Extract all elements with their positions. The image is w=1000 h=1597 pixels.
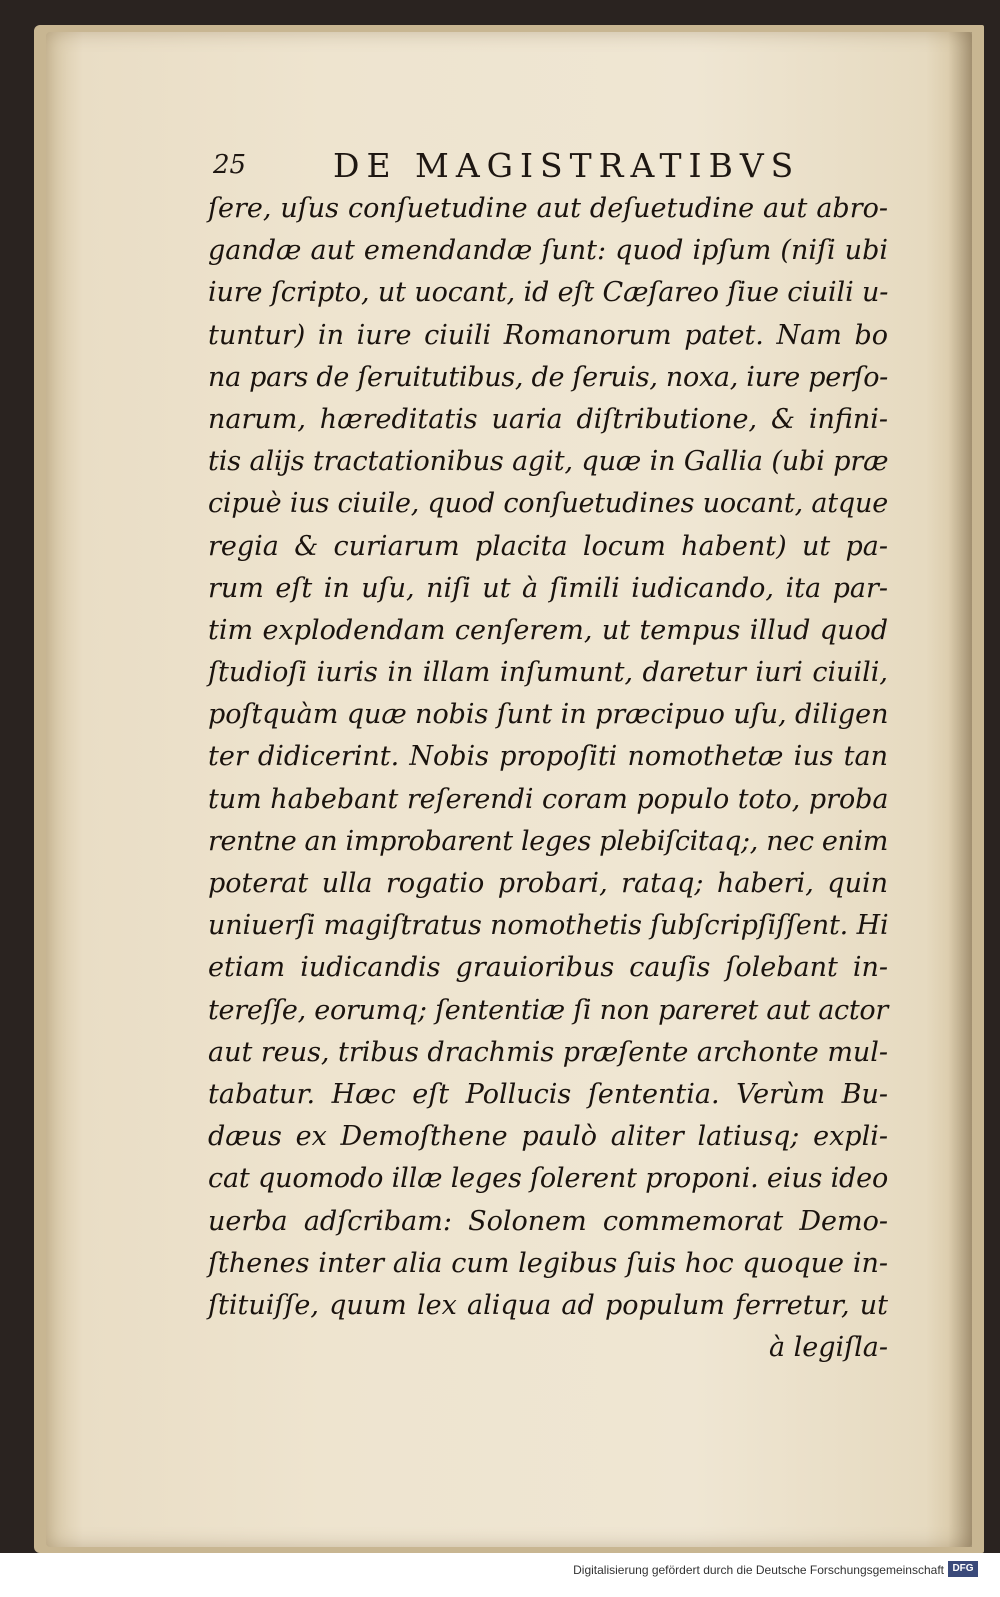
text-line: aut reus, tribus drachmis præſente archonte mul- xyxy=(208,1036,888,1068)
text-line: uniuerſi magiſtratus nomothetis ſubſcripſiſſent. Hi xyxy=(208,910,889,942)
text-line: cipuè ius ciuile, quod conſuetudines uocant, atque xyxy=(208,488,888,520)
text-line: tuntur) in iure ciuili Romanorum patet. Nam bo xyxy=(208,319,888,351)
text-line: dæus ex Demoſthene paulò aliter latiusq; expli- xyxy=(208,1121,888,1153)
text-line: etiam iudicandis grauioribus cauſis ſolebant in- xyxy=(208,952,888,984)
catchword: à legiſla- xyxy=(768,1332,888,1364)
text-line: ſtudioſi iuris in illam inſumunt, daretur iuri ciuili, xyxy=(208,657,888,689)
dfg-logo: DFG xyxy=(948,1561,978,1577)
text-line: gandæ aut emendandæ ſunt: quod ipſum (niſi ubi xyxy=(208,235,888,267)
digitization-footer xyxy=(0,1553,1000,1597)
text-line: narum, hæreditatis uaria diſtributione, & infini- xyxy=(208,403,888,435)
text-line: regia & curiarum placita locum habent) ut pa- xyxy=(208,530,888,562)
text-line: na pars de ſeruitutibus, de ſeruis, noxa, iure perſo- xyxy=(208,361,888,393)
funding-credit: Digitalisierung gefördert durch die Deutsche Forschungsgemeinschaft xyxy=(573,1563,944,1577)
text-line: ter didicerint. Nobis propoſiti nomothetæ ius tan xyxy=(208,741,888,773)
text-line: cat quomodo illæ leges ſolerent proponi. eius ideo xyxy=(208,1163,889,1195)
text-line: tis alijs tractationibus agit, quæ in Gallia (ubi præ xyxy=(208,446,889,478)
page-header xyxy=(213,146,833,190)
page-number: 25 xyxy=(213,150,247,180)
text-line: tereſſe, eorumq; ſententiæ ſi non pareret aut actor xyxy=(208,994,888,1026)
text-line: uerba adſcribam: Solonem commemorat Demo- xyxy=(208,1205,888,1237)
text-line: ſtituiſſe, quum lex aliqua ad populum ferretur, ut xyxy=(208,1289,888,1321)
text-line: iure ſcripto, ut uocant, id eſt Cæſareo ſiue ciuili u- xyxy=(208,277,889,309)
text-line: tum habebant reſerendi coram populo toto, proba xyxy=(208,783,889,815)
running-head: DE MAGISTRATIBVS xyxy=(333,146,801,185)
spine-shadow xyxy=(948,32,972,1547)
text-line: ſthenes inter alia cum legibus ſuis hoc quoque in- xyxy=(208,1247,888,1279)
text-line: tabatur. Hæc eſt Pollucis ſententia. Verùm Bu- xyxy=(208,1078,888,1110)
text-line: tim explodendam cenſerem, ut tempus illud quod xyxy=(208,614,888,646)
text-line: poſtquàm quæ nobis ſunt in præcipuo uſu, diligen xyxy=(208,699,889,731)
body-text xyxy=(208,188,888,1369)
text-line: poterat ulla rogatio probari, rataq; haberi, quin xyxy=(208,868,888,899)
text-line: rentne an improbarent leges plebiſcitaq;, nec enim xyxy=(208,825,888,857)
text-line: ſere, uſus conſuetudine aut deſuetudine aut abro- xyxy=(208,193,888,224)
text-line: rum eſt in uſu, niſi ut à ſimili iudicando, ita par- xyxy=(208,572,888,604)
